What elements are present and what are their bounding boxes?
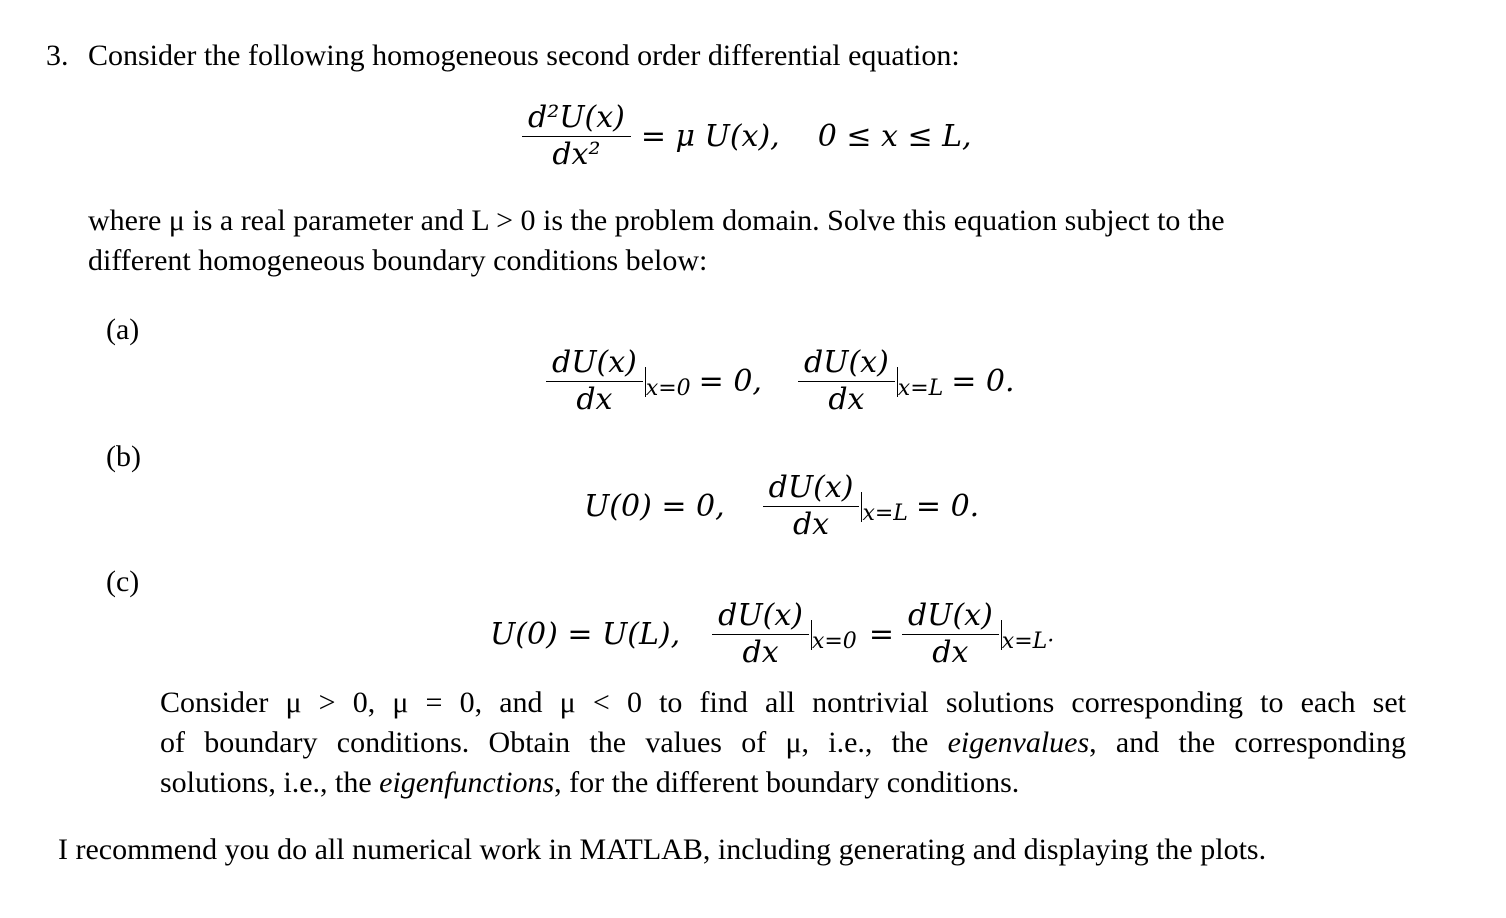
evaluation-point: x=L [862, 501, 908, 526]
description-line-2: different homogeneous boundary conditions below: [88, 244, 708, 277]
fraction-denominator: dx [742, 635, 779, 670]
task-line-2-end: , and the corresponding [1089, 726, 1406, 759]
task-line-1: Consider μ > 0, μ = 0, and μ < 0 to find all nontrivial solutions corresponding to each set [160, 686, 1406, 719]
derivative-fraction [902, 598, 999, 671]
description-line-1: where μ is a real parameter and L > 0 is the problem domain. Solve this equation subject to the [88, 204, 1225, 237]
task-line-3-end: , for the different boundary conditions. [554, 766, 1020, 799]
task-line-2 [160, 723, 1406, 763]
condition-b-equation [584, 470, 979, 543]
evaluation-point: x=L· [1001, 629, 1055, 654]
condition-a-equation [546, 345, 1015, 418]
condition-a-label: (a) [106, 313, 140, 346]
condition-c-label: (c) [106, 565, 140, 598]
fraction-numerator: dU(x) [798, 345, 895, 382]
second-derivative-fraction [522, 100, 631, 173]
fraction-denominator: dx [576, 382, 613, 417]
fraction-numerator: d²U(x) [522, 100, 631, 137]
fraction-numerator: dU(x) [712, 598, 809, 635]
fraction-denominator: dx [792, 507, 830, 542]
matlab-recommendation: I recommend you do all numerical work in MATLAB, including generating and displaying the plots. [58, 833, 1267, 866]
evaluation-point: x=L [897, 376, 944, 401]
equals-zero: = 0. [951, 364, 1015, 399]
evaluation-point: x=0 [645, 376, 691, 401]
dirichlet-condition: U(0) = 0, [584, 489, 725, 524]
derivative-fraction [798, 345, 895, 418]
evaluation-point: x=0 [811, 629, 857, 654]
task-line-3-start: solutions, i.e., the [160, 766, 380, 799]
fraction-numerator: dU(x) [902, 598, 999, 635]
problem-intro: Consider the following homogeneous second order differential equation: [88, 39, 960, 72]
fraction-numerator: dU(x) [763, 470, 860, 507]
fraction-numerator: dU(x) [546, 345, 643, 382]
task-line-2-start: of boundary conditions. Obtain the values of μ, i.e., the [160, 726, 948, 759]
derivative-fraction [546, 345, 643, 418]
main-equation [522, 100, 972, 173]
problem-number: 3. [46, 39, 69, 72]
equation-rhs: = μ U(x), [640, 119, 780, 154]
condition-b-label: (b) [106, 440, 141, 473]
periodic-value-condition: U(0) = U(L), [490, 617, 681, 652]
equals-zero: = 0, [698, 364, 762, 399]
equation-domain: 0 ≤ x ≤ L, [817, 119, 972, 154]
fraction-denominator: dx [828, 382, 865, 417]
eigenfunctions-term: eigenfunctions [379, 766, 555, 799]
derivative-fraction [712, 598, 809, 671]
task-line-3 [160, 763, 1019, 803]
equals-sign: = [868, 617, 894, 652]
condition-c-equation [490, 598, 1054, 671]
fraction-denominator: dx² [552, 137, 601, 172]
equals-zero: = 0. [915, 489, 980, 524]
eigenvalues-term: eigenvalues [947, 726, 1090, 759]
derivative-fraction [763, 470, 860, 543]
fraction-denominator: dx [932, 635, 969, 670]
